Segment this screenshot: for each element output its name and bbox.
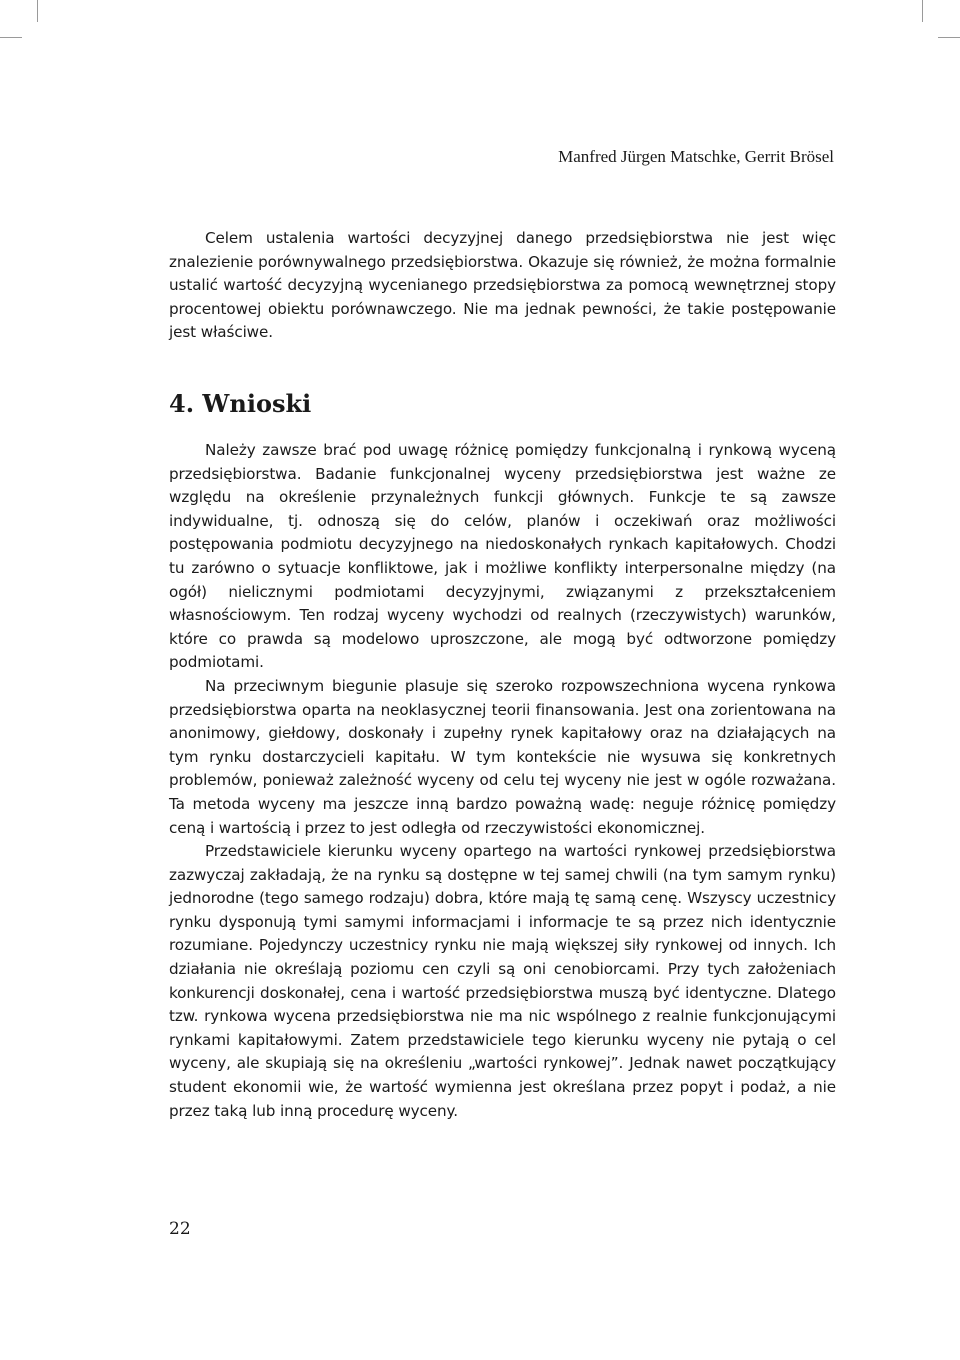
intro-text-block <box>169 227 836 345</box>
section-title: Wnioski <box>202 389 312 418</box>
section-heading <box>169 389 311 418</box>
running-head: Manfred Jürgen Matschke, Gerrit Brösel <box>558 147 834 166</box>
crop-mark <box>938 37 960 38</box>
body-paragraph-3: Przedstawiciele kierunku wyceny opartego na wartości rynkowej przedsiębiorstwa zazwyczaj zakładają, że na rynku są dostępne w tej samej chwili (na tym samym rynku) jednorodne (tego samego rodzaju) dobra, które mają tę samą cenę. Wszyscy uczestnicy rynku dysponują tymi samymi informacjami i informacje te są przez nich identycznie rozumiane. Pojedynczy uczestnicy rynku nie mają większej siły rynkowej od innych. Ich działania nie określają poziomu cen czyli są oni cenobiorcami. Przy tych założeniach konkurencji doskonałej, cena i wartość przedsiębiorstwa muszą być identyczne. Dlatego tzw. rynkowa wycena przedsiębiorstwa nie ma nic wspólnego z realnie funkcjonującymi rynkami kapitałowymi. Zatem przedstawiciele tego kierunku wyceny nie pytają o cel wyceny, ale skupiają się na określeniu „wartości rynkowej”. Jednak nawet początkujący student ekonomii wie, że wartość wymienna jest określana przez popyt i podaż, a nie przez taką lub inną procedurę wyceny. <box>169 842 836 1120</box>
crop-mark <box>0 37 22 38</box>
intro-paragraph: Celem ustalenia wartości decyzyjnej danego przedsiębiorstwa nie jest więc znalezienie porównywalnego przedsiębiorstwa. Okazuje się również, że można formalnie ustalić wartość decyzyjną wycenianego przedsiębiorstwa za pomocą wewnętrznej stopy procentowej obiektu porównawczego. Nie ma jednak pewności, że takie postępowanie jest właściwe. <box>169 229 836 342</box>
body-paragraph-1: Należy zawsze brać pod uwagę różnicę pomiędzy funkcjonalną i rynkową wyceną przedsiębiorstwa. Badanie funkcjonalnej wyceny przedsiębiorstwa jest ważne ze względu na określenie przynależnych funkcji głównych. Funkcje te są zawsze indywidualne, tj. odnoszą się do celów, planów i oczekiwań oraz możliwości postępowania podmiotu decyzyjnego na niedoskonałych rynkach kapitałowych. Chodzi tu zarówno o sytuacje konfliktowe, jak i możliwe konflikty interpersonalne między (na ogół) nielicznymi podmiotami decyzyjnymi, związanymi z przekształceniem własnościowym. Ten rodzaj wyceny wychodzi od realnych (rzeczywistych) warunków, które co prawda są modelowo uproszczone, ale mogą być odtworzone pomiędzy podmiotami. <box>169 441 836 672</box>
section-number: 4. <box>169 389 195 418</box>
body-text-block <box>169 439 836 1123</box>
crop-mark <box>922 0 923 22</box>
body-paragraph-2: Na przeciwnym biegunie plasuje się szeroko rozpowszechniona wycena rynkowa przedsiębiorstwa oparta na neoklasycznej teorii finansowania. Jest ona zorientowana na anonimowy, giełdowy, doskonały i zupełny rynek kapitałowy oraz na działających na tym rynku dostarczycieli kapitału. W tym kontekście nie wysuwa się konkretnych problemów, ponieważ zależność wyceny od celu tej wyceny nie jest w ogóle rozważana. Ta metoda wyceny ma jeszcze inną bardzo poważną wadę: neguje różnicę pomiędzy ceną i wartością i przez to jest odległa od rzeczywistości ekonomicznej. <box>169 676 836 837</box>
page-number: 22 <box>169 1219 191 1239</box>
crop-mark <box>37 0 38 22</box>
